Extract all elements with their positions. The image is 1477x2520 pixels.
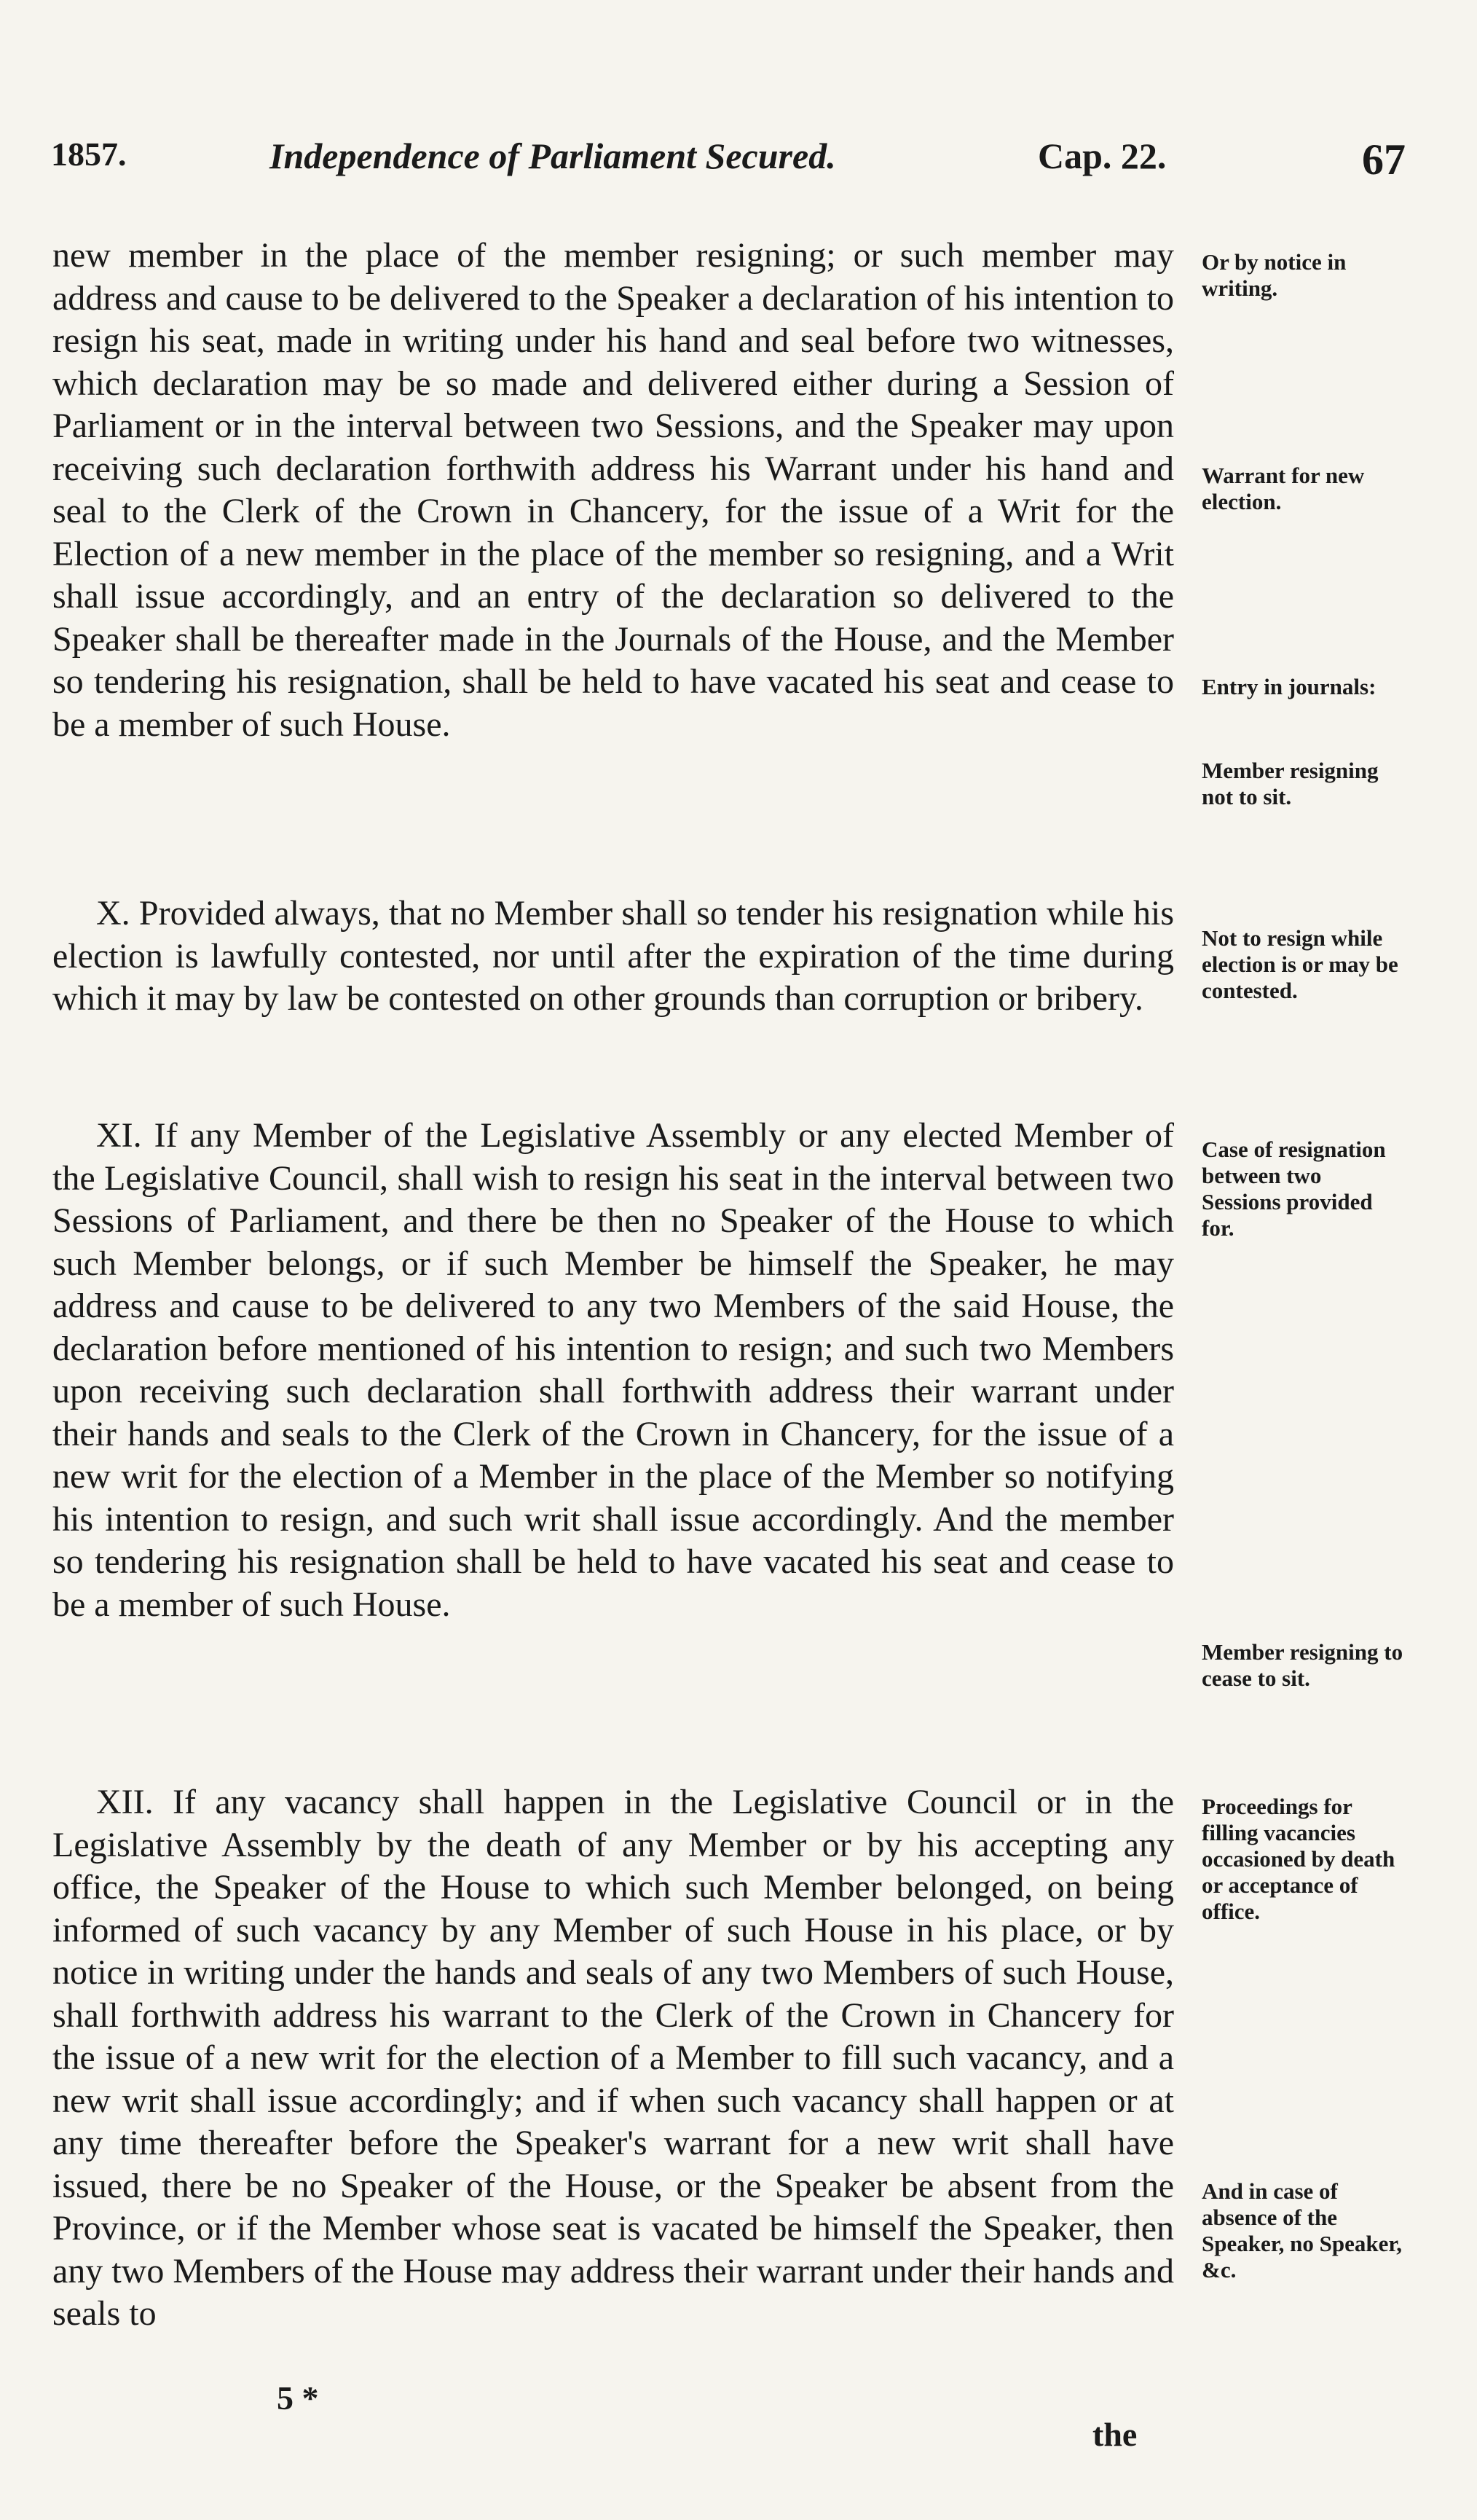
paragraph-continued	[52, 235, 1174, 746]
margin-note-absence-speaker: And in case of absence of the Speaker, no Speaker, &c.	[1202, 2178, 1403, 2282]
section-xii-text: XII. If any vacancy shall happen in the Legislative Council or in the Legislative Assembly by the death of any Member or by his accepting any office, the Speaker of the House to which such Member belonged, on being informed of such vacancy by any Member of such House in his place, or by notice in writing under the hands and seals of any two Members of such House, shall forthwith address his warrant to the Clerk of the Crown in Chancery for the issue of a new writ for the election of a Member to fill such vacancy, and a new writ shall issue accordingly; and if when such vacancy shall happen or at any time thereafter before the Speaker's warrant for a new writ shall have issued, there be no Speaker of the House, or the Speaker be absent from the Province, or if the Member whose seat is vacated be himself the Speaker, then any two Members of the House may address their warrant under their hands and seals to	[52, 1783, 1174, 2333]
signature-mark: 5 *	[277, 2379, 319, 2417]
section-xi-text: XI. If any Member of the Legislative Assembly or any elected Member of the Legislative Council, shall wish to resign his seat in the interval between two Sessions of Parliament, and there be then no Speaker of the House to which such Member belongs, or if such Member be himself the Speaker, he may address and cause to be delivered to any two Members of the said House, the declaration before mentioned of his intention to resign; and such two Members upon receiving such declaration shall forthwith address their warrant under their hands and seals to the Clerk of the Crown in Chancery, for the issue of a new writ for the election of a Member in the place of the Member so notifying his intention to resign, and such writ shall issue accordingly. And the member so tendering his resignation shall be held to have vacated his seat and cease to be a member of such House.	[52, 1116, 1174, 1624]
margin-note-proceedings: Proceedings for filling vacancies occasioned by death or acceptance of office.	[1202, 1794, 1395, 1924]
page-number: 67	[1362, 136, 1406, 184]
paragraph-continued-text: new member in the place of the member resigning; or such member may address and cause to be delivered to the Speaker a declaration of his intention to resign his seat, made in writing under his hand and seal before two witnesses, which declaration may be so made and delivered either during a Session of Parliament or in the interval between two Sessions, and the Speaker may upon receiving such declaration forthwith address his Warrant under his hand and seal to the Clerk of the Crown in Chancery, for the issue of a Writ for the Election of a new member in the place of the member so resigning, and a Writ shall issue accordingly, and an entry of the declaration so delivered to the Speaker shall be thereafter made in the Journals of the House, and the Member so tendering his resignation, shall be held to have vacated his seat and cease to be a member of such House.	[52, 236, 1174, 744]
margin-note-entry-journals: Entry in journals:	[1202, 674, 1376, 699]
margin-note-not-to-resign: Not to resign while election is or may be contested.	[1202, 925, 1398, 1003]
header-chapter: Cap. 22.	[1038, 136, 1167, 176]
section-x-text: X. Provided always, that no Member shall so tender his resignation while his election is lawfully contested, nor until after the expiration of the time during which it may by law be contested on other grounds than corruption or bribery.	[52, 894, 1174, 1018]
margin-note-warrant: Warrant for new election.	[1202, 463, 1365, 514]
catchword: the	[1092, 2416, 1138, 2453]
header-title: Independence of Parliament Secured.	[269, 136, 836, 176]
margin-note-member-resigning: Member resigning not to sit.	[1202, 758, 1379, 809]
header-year: 1857.	[51, 136, 127, 173]
section-xii	[52, 1781, 1174, 2336]
section-xi	[52, 1115, 1174, 1626]
margin-note-notice-writing: Or by notice in writing.	[1202, 249, 1347, 301]
running-header	[51, 135, 1406, 193]
margin-note-case-resignation: Case of resignation between two Sessions provided for.	[1202, 1137, 1386, 1241]
margin-note-member-cease: Member resigning to cease to sit.	[1202, 1639, 1403, 1691]
section-x	[52, 892, 1174, 1021]
